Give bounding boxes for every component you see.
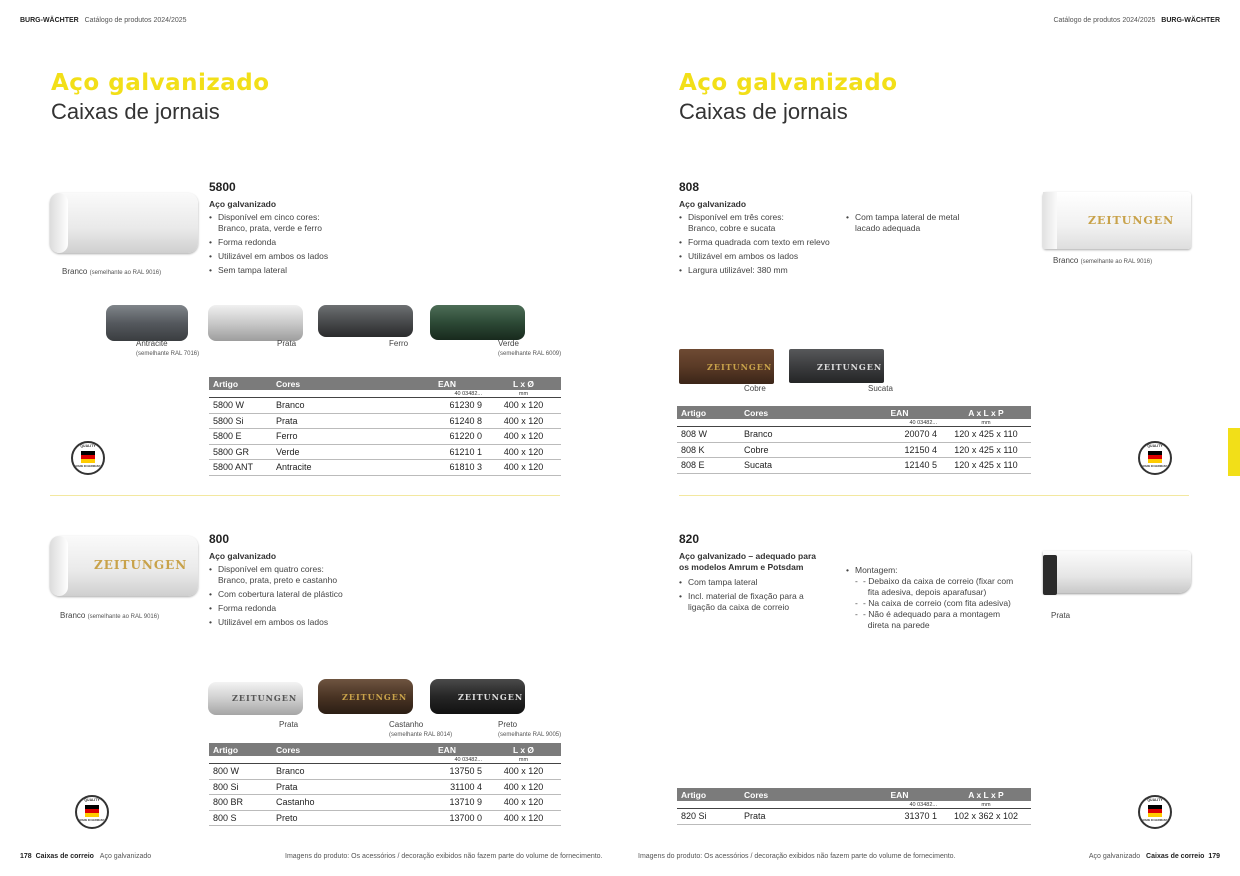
table-header-row: Artigo Cores EAN A x L x P [677, 406, 1031, 419]
feature-item: • Com tampa lateral [679, 577, 839, 588]
footer-section: Caixas de correio [1146, 853, 1205, 860]
product-image-800-preto: ZEITUNGEN [430, 679, 525, 714]
spec-table-808 [677, 406, 1031, 474]
feature-item: • Utilizável em ambos os lados [679, 251, 849, 262]
quality-badge-icon: QUALITY MADE IN GERMANY [71, 441, 105, 475]
caption-5800-antracite: Antracite (semelhante RAL 7016) [136, 339, 200, 357]
table-row: 5800 Si Prata 61240 8 400 x 120 [209, 413, 561, 429]
caption-800-preto: Preto (semelhante RAL 9005) [498, 720, 562, 738]
feature-item: • Utilizável em ambos os lados [209, 251, 409, 262]
page-title: Aço galvanizado [679, 70, 898, 96]
caption-800-castanho: Castanho (semelhante RAL 8014) [389, 720, 453, 738]
feature-item: • Utilizável em ambos os lados [209, 617, 409, 628]
page-number: 178 [20, 853, 32, 860]
header-right [1053, 17, 1220, 24]
feature-item: • Incl. material de fixação para a ligação da caixa de correio [679, 591, 839, 613]
product-image-5800-antracite [106, 305, 188, 341]
feature-item: • Com cobertura lateral de plástico [209, 589, 409, 600]
material-820: Aço galvanizado – adequado para os modelos Amrum e Potsdam [679, 551, 816, 572]
table-unit-row: 40 03482... mm [209, 756, 561, 764]
features-808-col1 [679, 212, 849, 279]
table-row: 5800 ANT Antracite 61810 3 400 x 120 [209, 460, 561, 476]
product-image-5800-white [50, 193, 198, 253]
feature-item: • Forma redonda [209, 237, 409, 248]
mounting-option: - - Na caixa de correio (com fita adesiva) [855, 598, 1026, 609]
zeitungen-label: ZEITUNGEN [94, 558, 188, 572]
footer-section: Caixas de correio [35, 853, 94, 860]
product-number-808: 808 [679, 180, 700, 194]
features-808-col2 [846, 212, 986, 237]
product-image-800-prata: ZEITUNGEN [208, 682, 303, 715]
table-row: 5800 E Ferro 61220 0 400 x 120 [209, 429, 561, 445]
footer-note: Imagens do produto: Os acessórios / decoração exibidos não fazem parte do volume de fornecimento. [638, 853, 956, 860]
table-unit-row: 40 03482... mm [209, 390, 561, 398]
table-row: 800 Si Prata 31100 4 400 x 120 [209, 779, 561, 795]
caption-5800-prata: Prata [277, 339, 297, 348]
table-unit-row: 40 03482... mm [677, 419, 1031, 427]
product-image-808-cobre: ZEITUNGEN [679, 349, 774, 384]
table-header-row: Artigo Cores EAN L x Ø [209, 743, 561, 756]
footer-right [1089, 853, 1220, 860]
footer-left [20, 853, 151, 860]
material-5800: Aço galvanizado [209, 199, 277, 209]
mounting-option: - - Não é adequado para a montagem direta na parede [855, 609, 1026, 631]
table-row: 808 E Sucata 12140 5 120 x 425 x 110 [677, 458, 1031, 474]
product-image-808-sucata: ZEITUNGEN [789, 349, 884, 383]
footer-subsection: Aço galvanizado [99, 853, 152, 860]
table-row: 820 Si Prata 31370 1 102 x 362 x 102 [677, 809, 1031, 825]
feature-item: • Forma quadrada com texto em relevo [679, 237, 849, 248]
table-row: 5800 GR Verde 61210 1 400 x 120 [209, 444, 561, 460]
caption-800-prata: Prata [279, 720, 299, 729]
feature-item: • Disponível em três cores: Branco, cobre e sucata [679, 212, 849, 234]
footer-note: Imagens do produto: Os acessórios / decoração exibidos não fazem parte do volume de fornecimento. [285, 853, 603, 860]
mounting-option: - - Debaixo da caixa de correio (fixar com fita adesiva, depois aparafusar) [855, 576, 1026, 598]
spec-table-5800 [209, 377, 561, 476]
material-808: Aço galvanizado [679, 199, 747, 209]
brand: BURG-WÄCHTER [1161, 17, 1220, 24]
caption-808-cobre: Cobre [744, 384, 766, 393]
spec-table-820 [677, 788, 1031, 825]
caption-5800-white: Branco (semelhante ao RAL 9016) [62, 267, 162, 276]
feature-item: • Largura utilizável: 380 mm [679, 265, 849, 276]
feature-item: • Montagem: - - Debaixo da caixa de correio (fixar com fita adesiva, depois aparafusar) - - Na caixa de correio (com fita adesiva) - - Não é adequado para a montagem direta na parede [846, 565, 1026, 631]
caption-820-prata: Prata [1051, 611, 1071, 620]
caption-808-sucata: Sucata [868, 384, 893, 393]
features-5800 [209, 212, 409, 279]
caption-800-white: Branco (semelhante ao RAL 9016) [60, 611, 160, 620]
quality-badge-icon: QUALITY MADE IN GERMANY [75, 795, 109, 829]
mounting-options [855, 576, 1026, 631]
product-number-5800: 5800 [209, 180, 236, 194]
section-divider [50, 495, 560, 496]
mounting-820 [846, 565, 1026, 634]
page-number: 179 [1208, 853, 1220, 860]
features-820 [679, 577, 839, 616]
section-tab [1228, 428, 1240, 476]
page-subtitle: Caixas de jornais [51, 99, 220, 124]
spec-table-800 [209, 743, 561, 826]
caption-808-white: Branco (semelhante ao RAL 9016) [1053, 256, 1153, 265]
page-title: Aço galvanizado [51, 70, 270, 96]
header-left [20, 17, 187, 24]
product-image-5800-ferro [318, 305, 413, 337]
product-image-820-prata [1043, 551, 1191, 596]
caption-5800-ferro: Ferro [389, 339, 409, 348]
catalog-label: Catálogo de produtos 2024/2025 [1053, 17, 1156, 24]
section-divider [679, 495, 1189, 496]
feature-item: • Disponível em cinco cores: Branco, prata, verde e ferro [209, 212, 409, 234]
table-row: 800 W Branco 13750 5 400 x 120 [209, 764, 561, 780]
table-row: 808 K Cobre 12150 4 120 x 425 x 110 [677, 442, 1031, 458]
product-image-800-castanho: ZEITUNGEN [318, 679, 413, 714]
feature-item: • Disponível em quatro cores: Branco, prata, preto e castanho [209, 564, 409, 586]
feature-item: • Sem tampa lateral [209, 265, 409, 276]
brand: BURG-WÄCHTER [20, 17, 79, 24]
table-header-row: Artigo Cores EAN A x L x P [677, 788, 1031, 801]
footer-subsection: Aço galvanizado [1088, 853, 1141, 860]
table-row: 800 S Preto 13700 0 400 x 120 [209, 810, 561, 826]
table-header-row: Artigo Cores EAN L x Ø [209, 377, 561, 390]
product-number-800: 800 [209, 532, 230, 546]
product-image-5800-verde [430, 305, 525, 340]
caption-5800-verde: Verde (semelhante RAL 6009) [498, 339, 562, 357]
features-800 [209, 564, 409, 631]
catalog-label: Catálogo de produtos 2024/2025 [84, 17, 187, 24]
feature-item: • Forma redonda [209, 603, 409, 614]
feature-item: • Com tampa lateral de metal lacado adequada [846, 212, 986, 234]
quality-badge-icon: QUALITY MADE IN GERMANY [1138, 795, 1172, 829]
material-800: Aço galvanizado [209, 551, 277, 561]
product-number-820: 820 [679, 532, 700, 546]
product-image-5800-prata [208, 305, 303, 341]
table-unit-row: 40 03482... mm [677, 801, 1031, 809]
product-image-808-white [1043, 192, 1191, 249]
quality-badge-icon: QUALITY MADE IN GERMANY [1138, 441, 1172, 475]
page-subtitle: Caixas de jornais [679, 99, 848, 124]
table-row: 5800 W Branco 61230 9 400 x 120 [209, 398, 561, 414]
zeitungen-label: ZEITUNGEN [1088, 214, 1175, 227]
table-row: 808 W Branco 20070 4 120 x 425 x 110 [677, 427, 1031, 443]
table-row: 800 BR Castanho 13710 9 400 x 120 [209, 795, 561, 811]
product-image-800-white [50, 536, 198, 596]
